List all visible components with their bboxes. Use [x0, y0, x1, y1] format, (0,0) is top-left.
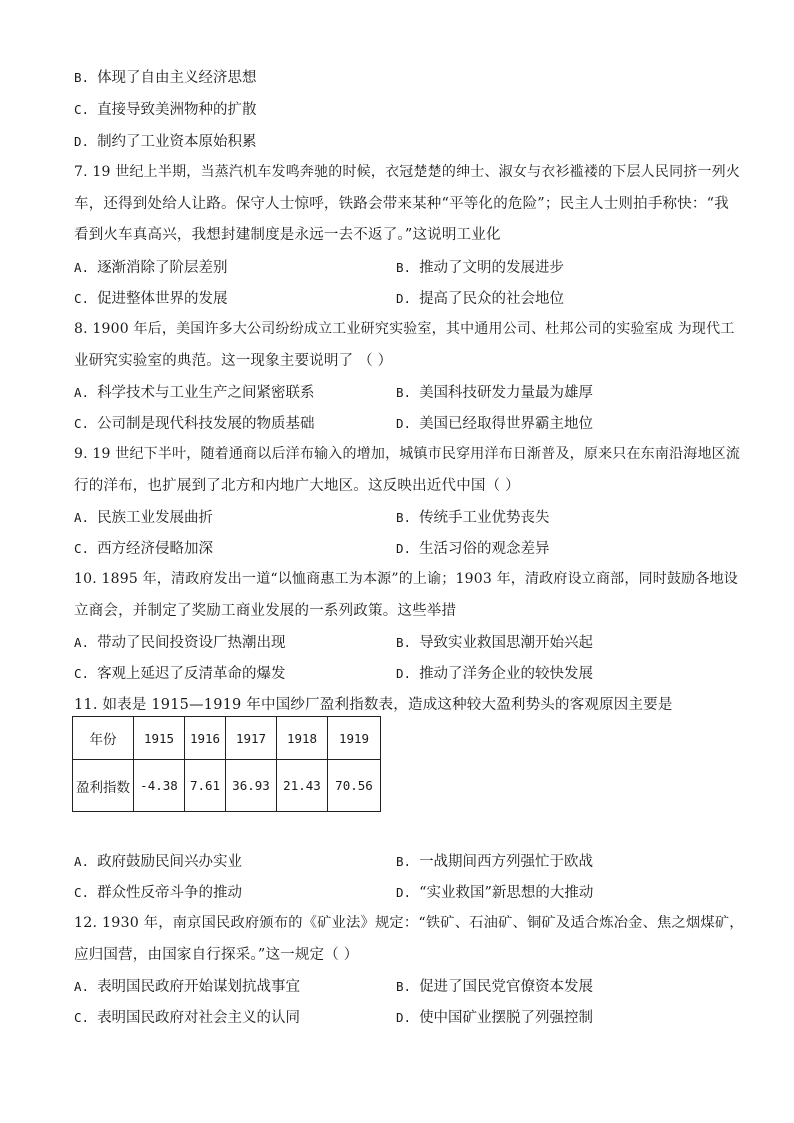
q12-option-d[interactable]: [396, 1006, 593, 1027]
q10-option-d[interactable]: [396, 662, 593, 683]
option-text: 促进了国民党官僚资本发展: [419, 979, 594, 995]
q9-option-a[interactable]: [74, 506, 213, 527]
option-letter: C.: [74, 102, 90, 117]
q8-stem-line-1: 8. 1900 年后，美国许多大公司纷纷成立工业研究实验室，其中通用公司、杜邦公司的实验室成 为现代工: [74, 321, 735, 337]
q12-option-a[interactable]: [74, 975, 300, 996]
option-letter: D.: [74, 134, 90, 149]
q8-stem-line-2: 业研究实验室的典范。这一现象主要说明了 （ ）: [74, 353, 393, 369]
q11-option-d[interactable]: [396, 881, 593, 902]
option-text: 西方经济侵略加深: [97, 541, 214, 557]
q10-stem-line-2: 立商会，并制定了奖励工商业发展的一系列政策。这些举措: [74, 603, 457, 619]
option-letter: A.: [74, 260, 90, 275]
q11-option-a[interactable]: [74, 850, 242, 871]
option-text: 促进整体世界的发展: [97, 291, 228, 307]
q9-option-d[interactable]: [396, 537, 550, 558]
q7-option-d[interactable]: [396, 287, 564, 308]
q10-option-a[interactable]: [74, 631, 286, 652]
option-text: 科学技术与工业生产之间紧密联系: [97, 385, 315, 401]
option-letter: B.: [396, 510, 412, 525]
table-year-cell: 1915: [134, 717, 185, 760]
q12-option-b[interactable]: [396, 975, 593, 996]
q11-stem-line-1: 11. 如表是 1915—1919 年中国纱厂盈利指数表，造成这种较大盈利势头的客观原因主要是: [74, 697, 673, 713]
option-letter: A.: [74, 385, 90, 400]
option-text: 一战期间西方列强忙于欧战: [419, 854, 594, 870]
q11-option-b[interactable]: [396, 850, 593, 871]
option-letter: C.: [74, 291, 90, 306]
q6-option-d[interactable]: [74, 130, 257, 151]
table-row-label: 盈利指数: [73, 760, 134, 812]
option-letter: D.: [396, 291, 412, 306]
table-value-cell: -4.38: [134, 760, 185, 812]
option-text: 表明国民政府开始谋划抗战事宜: [97, 979, 301, 995]
option-text: 逐渐消除了阶层差别: [97, 260, 228, 276]
q9-option-b[interactable]: [396, 506, 550, 527]
option-text: 美国科技研发力量最为雄厚: [419, 385, 594, 401]
option-letter: D.: [396, 885, 412, 900]
option-text: 导致实业救国思潮开始兴起: [419, 635, 594, 651]
option-text: 政府鼓励民间兴办实业: [97, 854, 243, 870]
table-header-label: 年份: [73, 717, 134, 760]
table-row: [73, 717, 381, 760]
option-letter: C.: [74, 885, 90, 900]
option-text: 提高了民众的社会地位: [419, 291, 565, 307]
option-letter: A.: [74, 635, 90, 650]
q9-stem-line-2: 行的洋布，也扩展到了北方和内地广大地区。这反映出近代中国（ ）: [74, 478, 520, 494]
q7-stem-line-2: 车，还得到处给人让路。保守人士惊呼，铁路会带来某种“平等化的危险”；民主人士则拍手称快：“我: [74, 196, 729, 212]
q8-option-c[interactable]: [74, 412, 315, 433]
q7-option-b[interactable]: [396, 256, 564, 277]
table-year-cell: 1918: [277, 717, 328, 760]
option-text: 推动了文明的发展进步: [419, 260, 565, 276]
option-letter: C.: [74, 666, 90, 681]
q10-stem-line-1: 10. 1895 年，清政府发出一道“以恤商惠工为本源”的上谕；1903 年，清政府设立商部，同时鼓励各地设: [74, 571, 738, 587]
option-letter: D.: [396, 541, 412, 556]
option-text: 直接导致美洲物种的扩散: [97, 102, 257, 118]
q12-stem-line-1: 12. 1930 年，南京国民政府颁布的《矿业法》规定：“铁矿、石油矿、铜矿及适合炼冶金、焦之烟煤矿，: [74, 915, 744, 931]
table-year-cell: 1916: [185, 717, 226, 760]
option-text: 公司制是现代科技发展的物质基础: [97, 416, 315, 432]
q6-option-c[interactable]: [74, 98, 257, 119]
option-letter: C.: [74, 541, 90, 556]
q8-option-d[interactable]: [396, 412, 593, 433]
table-value-cell: 21.43: [277, 760, 328, 812]
option-letter: B.: [396, 385, 412, 400]
q9-option-c[interactable]: [74, 537, 213, 558]
option-text: 民族工业发展曲折: [97, 510, 214, 526]
option-text: “实业救国”新思想的大推动: [419, 885, 594, 901]
q12-option-c[interactable]: [74, 1006, 300, 1027]
option-letter: C.: [74, 1010, 90, 1025]
option-letter: A.: [74, 510, 90, 525]
q9-stem-line-1: 9. 19 世纪下半叶，随着通商以后洋布输入的增加，城镇市民穿用洋布日渐普及，原来只在东南沿海地区流: [74, 446, 741, 462]
option-letter: A.: [74, 854, 90, 869]
q10-option-b[interactable]: [396, 631, 593, 652]
q7-option-a[interactable]: [74, 256, 228, 277]
option-letter: D.: [396, 666, 412, 681]
q8-option-b[interactable]: [396, 381, 593, 402]
q6-option-b[interactable]: [74, 66, 257, 87]
option-text: 群众性反帝斗争的推动: [97, 885, 243, 901]
option-letter: B.: [396, 979, 412, 994]
table-year-cell: 1917: [226, 717, 277, 760]
q11-option-c[interactable]: [74, 881, 242, 902]
option-text: 传统手工业优势丧失: [419, 510, 550, 526]
table-year-cell: 1919: [328, 717, 381, 760]
option-text: 生活习俗的观念差异: [419, 541, 550, 557]
q8-option-a[interactable]: [74, 381, 315, 402]
option-text: 带动了民间投资设厂热潮出现: [97, 635, 286, 651]
option-text: 表明国民政府对社会主义的认同: [97, 1010, 301, 1026]
option-letter: D.: [396, 1010, 412, 1025]
option-text: 美国已经取得世界霸主地位: [419, 416, 594, 432]
option-text: 体现了自由主义经济思想: [97, 70, 257, 86]
option-text: 制约了工业资本原始积累: [97, 134, 257, 150]
profit-index-table: [72, 716, 381, 812]
option-text: 推动了洋务企业的较快发展: [419, 666, 594, 682]
table-value-cell: 36.93: [226, 760, 277, 812]
option-letter: B.: [396, 635, 412, 650]
option-letter: D.: [396, 416, 412, 431]
q10-option-c[interactable]: [74, 662, 286, 683]
q7-stem-line-1: 7. 19 世纪上半期，当蒸汽机车发鸣奔驰的时候，衣冠楚楚的绅士、淑女与衣衫褴褛的下层人民同挤一列火: [74, 164, 741, 180]
option-letter: B.: [396, 260, 412, 275]
option-text: 客观上延迟了反清革命的爆发: [97, 666, 286, 682]
q12-stem-line-2: 应归国营，由国家自行探采。”这一规定（ ）: [74, 947, 359, 963]
option-letter: C.: [74, 416, 90, 431]
option-letter: B.: [74, 70, 90, 85]
q7-stem-line-3: 看到火车真高兴，我想封建制度是永远一去不返了。”这说明工业化: [74, 227, 501, 243]
option-text: 使中国矿业摆脱了列强控制: [419, 1010, 594, 1026]
q7-option-c[interactable]: [74, 287, 228, 308]
table-row: [73, 760, 381, 812]
option-letter: A.: [74, 979, 90, 994]
option-letter: B.: [396, 854, 412, 869]
table-value-cell: 7.61: [185, 760, 226, 812]
table-value-cell: 70.56: [328, 760, 381, 812]
